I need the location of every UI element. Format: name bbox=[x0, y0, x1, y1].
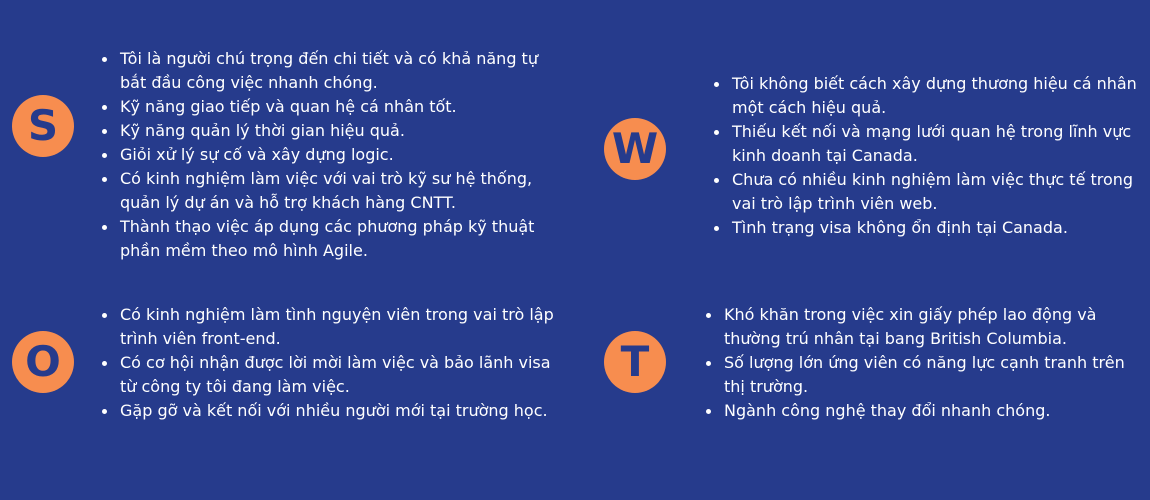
strengths-list bbox=[96, 47, 566, 263]
list-item: Tôi là người chú trọng đến chi tiết và có khả năng tự bắt đầu công việc nhanh chóng. bbox=[96, 47, 566, 95]
opportunities-letter-badge: O bbox=[12, 331, 74, 393]
opportunities-list bbox=[96, 303, 556, 423]
threats-list bbox=[700, 303, 1148, 423]
list-item: Kỹ năng giao tiếp và quan hệ cá nhân tốt. bbox=[96, 95, 566, 119]
list-item: Tôi không biết cách xây dựng thương hiệu cá nhân một cách hiệu quả. bbox=[708, 72, 1148, 120]
list-item: Khó khăn trong việc xin giấy phép lao động và thường trú nhân tại bang British Columbia. bbox=[700, 303, 1148, 351]
threats-letter-badge: T bbox=[604, 331, 666, 393]
list-item: Ngành công nghệ thay đổi nhanh chóng. bbox=[700, 399, 1148, 423]
list-item: Có cơ hội nhận được lời mời làm việc và bảo lãnh visa từ công ty tôi đang làm việc. bbox=[96, 351, 556, 399]
list-item: Thiếu kết nối và mạng lưới quan hệ trong lĩnh vực kinh doanh tại Canada. bbox=[708, 120, 1148, 168]
list-item: Tình trạng visa không ổn định tại Canada. bbox=[708, 216, 1148, 240]
weaknesses-letter-badge: W bbox=[604, 118, 666, 180]
strengths-letter-badge: S bbox=[12, 95, 74, 157]
weaknesses-list bbox=[708, 72, 1148, 240]
list-item: Giỏi xử lý sự cố và xây dựng logic. bbox=[96, 143, 566, 167]
list-item: Có kinh nghiệm làm tình nguyện viên trong vai trò lập trình viên front-end. bbox=[96, 303, 556, 351]
list-item: Có kinh nghiệm làm việc với vai trò kỹ sư hệ thống, quản lý dự án và hỗ trợ khách hàng CNTT. bbox=[96, 167, 566, 215]
list-item: Chưa có nhiều kinh nghiệm làm việc thực tế trong vai trò lập trình viên web. bbox=[708, 168, 1148, 216]
list-item: Số lượng lớn ứng viên có năng lực cạnh tranh trên thị trường. bbox=[700, 351, 1148, 399]
list-item: Gặp gỡ và kết nối với nhiều người mới tại trường học. bbox=[96, 399, 556, 423]
list-item: Kỹ năng quản lý thời gian hiệu quả. bbox=[96, 119, 566, 143]
list-item: Thành thạo việc áp dụng các phương pháp kỹ thuật phần mềm theo mô hình Agile. bbox=[96, 215, 566, 263]
